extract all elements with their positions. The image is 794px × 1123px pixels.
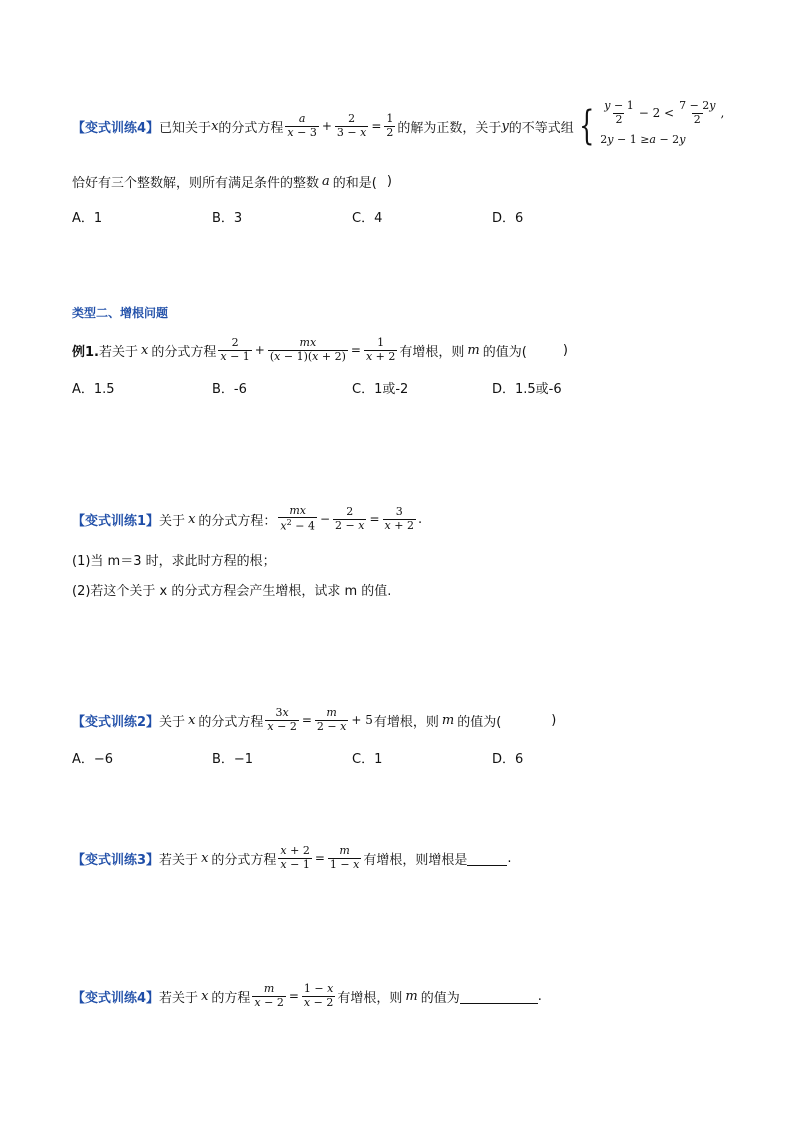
v2-equation-frac2: $\frac{m}{2 - x}$ (316, 705, 347, 733)
v1-part1: (1)当 m＝3 时，求此时方程的根； (72, 554, 276, 569)
v2-text-a: 关于 (159, 714, 186, 730)
q1-inequality-system: { $\frac{y - 1}{2}$ − 2 < $\frac{7 - 2y}{2}$ , 2 y − 1 ≥ a − 2 y (578, 98, 725, 149)
ex1-var-m: m (467, 342, 480, 358)
v2-option-c: C．1 (352, 752, 383, 767)
v2-tag: 【变式训练2】 (72, 714, 160, 730)
v1-line: 【变式训练1】 关于 x 的分式方程： $\frac{mx}{x^2 - 4}$ − $\frac{2}{2 - x}$ = $\frac{3}{x + 2}$ . (72, 503, 423, 533)
v2-text-c: 有增根，则 (373, 714, 439, 730)
v4-text-a: 若关于 (159, 990, 199, 1006)
ex1-options (72, 378, 632, 397)
v2-line: 【变式训练2】 关于 x 的分式方程 $\frac{3x}{x - 2}$ = $\frac{m}{2 - x}$ + 5 有增根，则 m 的值为( ) (72, 705, 557, 733)
q1-var-x: x (211, 118, 219, 134)
v4-equation-frac2: $\frac{1 - x}{x - 2}$ (303, 981, 334, 1009)
v2-var-m: m (441, 712, 455, 728)
ex1-equation-frac2: $\frac{mx}{(x - 1)(x + 2)}$ (269, 335, 346, 363)
v2-options (72, 748, 632, 767)
q1-options (72, 207, 632, 226)
q1-var-y: y (501, 118, 509, 134)
ex1-option-d: D．1.5或-6 (492, 382, 562, 397)
q1-option-c: C．4 (352, 211, 383, 226)
v4-end: . (537, 988, 542, 1004)
q1-line2 (72, 171, 392, 191)
v2-var-x: x (188, 712, 196, 728)
v4-text-c: 有增根，则 (337, 990, 403, 1006)
ex1-text-a: 若关于 (98, 344, 138, 360)
v1-text-a: 关于 (159, 513, 186, 529)
q1-line1: 【变式训练4】 已知关于 x 的分式方程 $\frac{a}{x - 3}$ + $\frac{2}{3 - x}$ = $\frac{1}{2}$ 的解为正数，关于 y 的不等式组 { $\frac{y - 1}{2}$ − 2 < $\frac{7 - 2y}{2}$ , 2 y − 1 ≥ a − 2 y (72, 98, 725, 149)
q1-text-d: 的不等式组 (508, 120, 574, 136)
v1-end: . (417, 511, 423, 527)
v3-text-a: 若关于 (159, 852, 199, 868)
q1-line2-a: 恰好有三个整数解，则所有满足条件的整数 (72, 175, 320, 191)
v4-line: 【变式训练4】 若关于 x 的方程 $\frac{m}{x - 2}$ = $\frac{1 - x}{x - 2}$ 有增根，则 m 的值为 . (72, 981, 542, 1009)
v3-equation-frac1: $\frac{x + 2}{x - 1}$ (280, 843, 310, 871)
v4-tag: 【变式训练4】 (72, 990, 160, 1006)
v1-text-b: 的分式方程： (198, 513, 277, 529)
q1-line2-c: ) (386, 173, 392, 189)
v4-var-m: m (405, 988, 418, 1004)
v2-option-a: A．−6 (72, 752, 114, 767)
v3-text-b: 的分式方程 (211, 852, 277, 868)
v3-tag: 【变式训练3】 (72, 852, 160, 868)
q1-text-b: 的分式方程 (218, 120, 284, 136)
v2-equation-frac1: $\frac{3x}{x - 2}$ (267, 705, 297, 733)
q1-option-b: B．3 (212, 211, 243, 226)
ex1-equation-frac1: $\frac{2}{x - 1}$ (220, 335, 250, 363)
v4-var-x: x (201, 988, 209, 1004)
ex1-option-b: B．-6 (212, 382, 247, 397)
v3-end: . (507, 850, 512, 866)
v4-text-b: 的方程 (211, 990, 251, 1006)
v2-text-b: 的分式方程 (198, 714, 264, 730)
ex1-label: 例1. (72, 344, 99, 360)
q1-equation-frac1: $\frac{a}{x - 3}$ (287, 111, 317, 139)
v1-equation-frac1: $\frac{mx}{x^2 - 4}$ (280, 503, 315, 533)
v3-answer-blank[interactable] (467, 851, 507, 866)
q1-var-a: a (322, 173, 330, 189)
v2-option-d: D．6 (492, 752, 524, 767)
ex1-text-b: 的分式方程 (151, 344, 217, 360)
q1-text-a: 已知关于 (159, 120, 212, 136)
ex1-text-e: ) (562, 342, 568, 358)
v1-part2: (2)若这个关于 x 的分式方程会产生增根，试求 m 的值. (72, 584, 392, 599)
v4-text-d: 的值为 (420, 990, 460, 1006)
v2-option-b: B．−1 (212, 752, 254, 767)
v1-var-x: x (188, 511, 196, 527)
ex1-var-x: x (141, 342, 149, 358)
q1-equation-frac3: $\frac{1}{2}$ (386, 111, 394, 139)
v3-equation-frac2: $\frac{m}{1 - x}$ (329, 843, 360, 871)
ex1-text-c: 有增根，则 (399, 344, 465, 360)
q1-option-d: D．6 (492, 211, 524, 226)
ex1-line: 例1. 若关于 x 的分式方程 $\frac{2}{x - 1}$ + $\frac{mx}{(x - 1)(x + 2)}$ = $\frac{1}{x + 2}$ 有增根，则 m 的值为( ) (72, 335, 568, 363)
v3-text-c: 有增根，则增根是 (363, 852, 468, 868)
q1-tag: 【变式训练4】 (72, 120, 160, 136)
v4-equation-frac1: $\frac{m}{x - 2}$ (254, 981, 284, 1009)
v1-equation-frac2: $\frac{2}{2 - x}$ (335, 504, 365, 532)
q1-line2-b: 的和是( (332, 175, 377, 191)
v3-var-x: x (201, 850, 209, 866)
ex1-equation-frac3: $\frac{1}{x + 2}$ (365, 335, 396, 363)
ex1-option-a: A．1.5 (72, 382, 115, 397)
v2-text-d: 的值为( (457, 714, 502, 730)
q1-equation-frac2: $\frac{2}{3 - x}$ (336, 111, 367, 139)
v1-tag: 【变式训练1】 (72, 513, 160, 529)
q1-text-c: 的解为正数，关于 (397, 120, 502, 136)
v4-answer-blank[interactable] (460, 989, 538, 1004)
v1-equation-frac3: $\frac{3}{x + 2}$ (384, 504, 414, 532)
v3-line: 【变式训练3】 若关于 x 的分式方程 $\frac{x + 2}{x - 1}$ = $\frac{m}{1 - x}$ 有增根，则增根是 . (72, 843, 512, 871)
q1-option-a: A．1 (72, 211, 103, 226)
ex1-text-d: 的值为( (482, 344, 527, 360)
v2-text-e: ) (551, 712, 557, 728)
section-title: 类型二、增根问题 (72, 306, 169, 320)
ex1-option-c: C．1或-2 (352, 382, 409, 397)
